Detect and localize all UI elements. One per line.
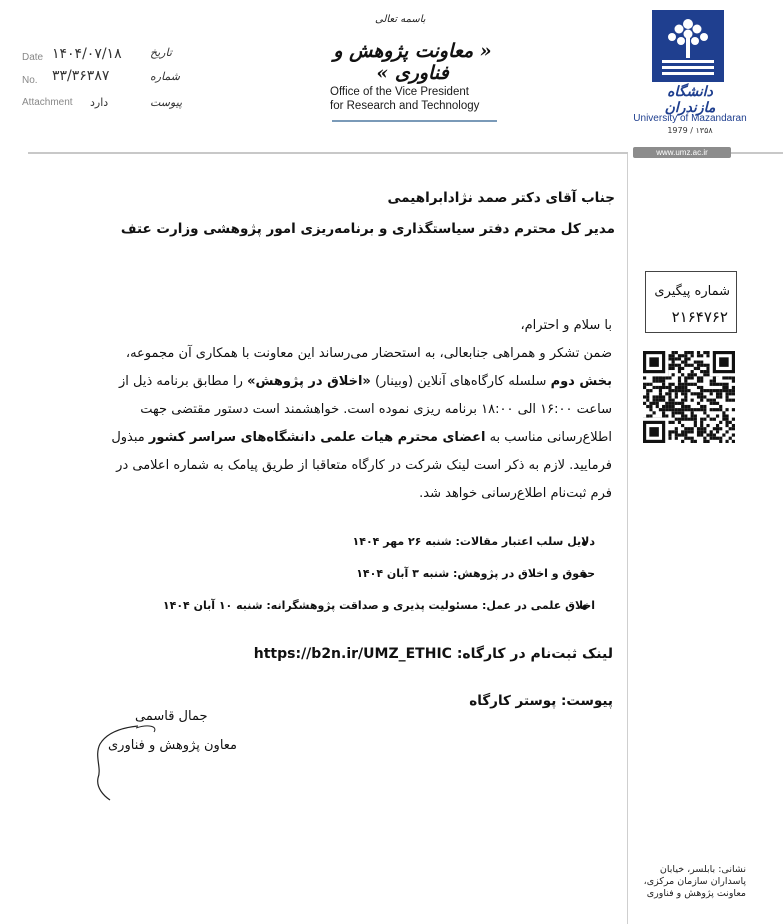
schedule-item: دلایل سلب اعتبار مقالات: شنبه ۲۶ مهر ۱۴۰۴	[352, 535, 595, 548]
attachment-value: دارد	[90, 96, 109, 109]
number-label-fa: شماره	[150, 70, 181, 83]
side-divider	[627, 154, 628, 924]
tracking-label: شماره پیگیری	[654, 284, 730, 299]
attachment-note-value: پوستر کارگاه	[469, 693, 557, 709]
registration-line	[254, 646, 613, 662]
office-en-line1: Office of the Vice President	[330, 86, 469, 98]
addressee-name: جناب آقای دکتر صمد نژادابراهیمی	[387, 190, 615, 206]
paragraph-line-1: ضمن تشکر و همراهی جنابعالی، به استحضار می‌رساند این معاونت با همکاری آن مجموعه،	[125, 346, 612, 361]
university-name-en: University of Mazandaran	[633, 113, 747, 124]
paragraph-line-6: فرم ثبت‌نام اطلاع‌رسانی خواهد شد.	[419, 486, 612, 501]
office-title-fa: « معاونت پژوهش و فناوری »	[333, 40, 492, 84]
attachment-label: Attachment	[22, 97, 73, 108]
date-label-fa: تاریخ	[150, 46, 172, 59]
website-badge: www.umz.ac.ir	[633, 147, 731, 158]
attachment-note	[469, 693, 613, 709]
number-label: No.	[22, 75, 38, 86]
signatory-title: معاون پژوهش و فناوری	[108, 738, 238, 753]
schedule-item: حقوق و اخلاق در پژوهش: شنبه ۳ آبان ۱۴۰۴	[356, 567, 595, 580]
header-rule	[28, 152, 628, 154]
logo-emblem-icon	[652, 10, 724, 82]
paragraph-line-3: ساعت ۱۶:۰۰ الی ۱۸:۰۰ برنامه ریزی نموده است. خواهشمند است دستور مقتضی جهت	[140, 402, 612, 417]
paragraph-line-2-text: سلسله کارگاه‌های آنلاین (وبینار)	[370, 374, 551, 389]
university-years: 1979 / ۱۳۵۸	[667, 126, 713, 135]
attachment-note-label: پیوست:	[560, 693, 613, 709]
date-value: ۱۴۰۴/۰۷/۱۸	[52, 46, 122, 62]
paragraph-line-2-end: را مطابق برنامه ذیل از	[119, 374, 248, 389]
qr-code-icon	[643, 351, 735, 443]
signatory-name: جمال قاسمی	[135, 709, 208, 724]
paragraph-line-4	[28, 424, 612, 452]
tracking-number: ۲۱۶۴۷۶۲	[671, 308, 728, 326]
registration-label: لینک ثبت‌نام در کارگاه:	[456, 646, 613, 662]
header-rule-right	[731, 152, 783, 154]
paragraph-line-5: فرمایید. لازم به ذکر است لینک شرکت در کارگاه متعاقبا از طریق پیامک به شماره اعلامی در	[116, 458, 612, 473]
addressee-title: مدیر کل محترم دفتر سیاستگذاری و برنامه‌ریزی امور پژوهشی وزارت عتف	[120, 221, 615, 237]
highlight-part-two: بخش دوم	[550, 374, 612, 389]
office-title-en	[330, 85, 500, 113]
highlight-ethics: «اخلاق در پژوهش»	[247, 374, 371, 389]
office-en-line2: for Research and Technology	[330, 100, 480, 112]
registration-link[interactable]: https://b2n.ir/UMZ_ETHIC	[253, 646, 452, 662]
date-label: Date	[22, 52, 44, 63]
greeting: با سلام و احترام،	[520, 318, 612, 333]
paragraph-line-2	[28, 368, 612, 396]
footer-address: نشانی: بابلسر، خیابان پاسداران سازمان مرکزی، معاونت پژوهش و فناوری	[643, 864, 746, 899]
bismillah: باسمه تعالی	[375, 14, 426, 25]
schedule-item: اخلاق علمی در عمل: مسئولیت پذیری و صداقت پژوهشگرانه: شنبه ۱۰ آبان ۱۴۰۴	[162, 599, 595, 612]
paragraph-line-4-end: مبذول	[111, 430, 149, 445]
attachment-label-fa: پیوست	[150, 96, 183, 109]
tracking-box	[645, 271, 737, 333]
university-logo	[652, 10, 724, 82]
signature-mark	[88, 718, 248, 808]
highlight-faculty: اعضای محترم هیات علمی دانشگاه‌های سراسر کشور	[148, 430, 486, 445]
university-name-fa: دانشگاه مازندران	[664, 84, 716, 116]
number-value: ۳۳/۳۶۳۸۷	[52, 68, 110, 84]
paragraph-line-4-start: اطلاع‌رسانی مناسب به	[485, 430, 612, 445]
office-underline	[332, 120, 497, 122]
